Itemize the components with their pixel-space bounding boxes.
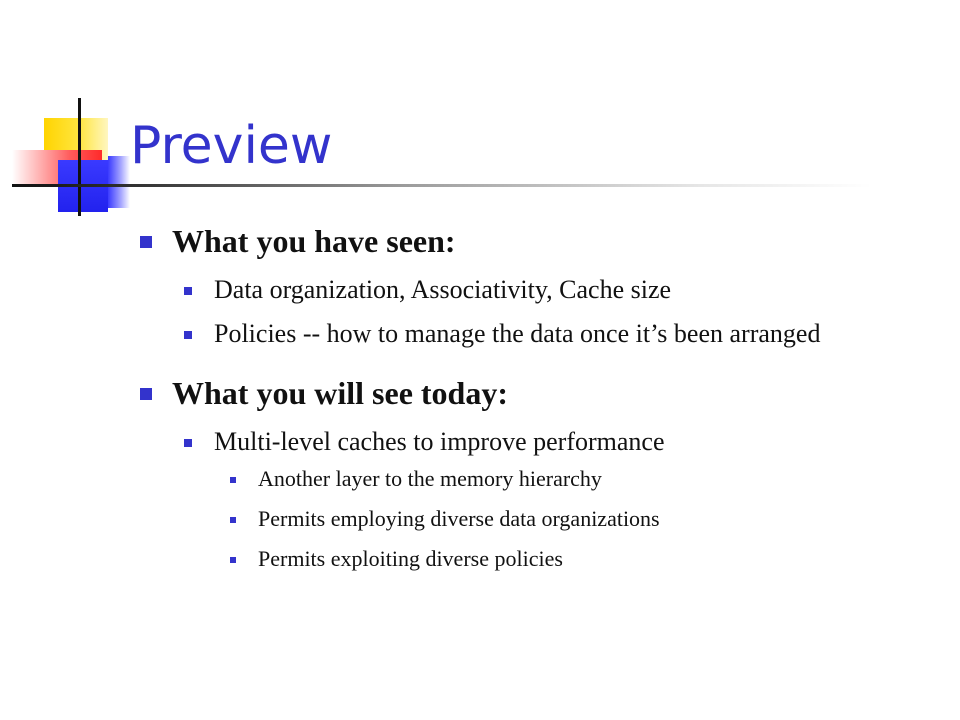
list-item <box>172 268 920 312</box>
list-item <box>172 312 920 356</box>
list-item <box>214 498 920 538</box>
section-seen <box>130 214 920 356</box>
square-bullet-icon <box>184 287 192 295</box>
sub-bullet-list <box>172 420 920 584</box>
list-item <box>214 458 920 498</box>
list-item-text: Another layer to the memory hierarchy <box>258 466 602 491</box>
list-item <box>214 538 920 578</box>
section-heading: What you will see today: <box>172 375 508 411</box>
section-heading: What you have seen: <box>172 223 456 259</box>
square-bullet-icon <box>230 477 236 483</box>
list-item-text: Permits employing diverse data organizations <box>258 506 660 531</box>
square-bullet-icon <box>140 236 152 248</box>
slide-body <box>130 214 920 584</box>
bullet-list <box>130 214 920 584</box>
sub-bullet-list <box>172 268 920 356</box>
list-item-text: Data organization, Associativity, Cache size <box>214 275 672 304</box>
list-item-text: Permits exploiting diverse policies <box>258 546 563 571</box>
square-bullet-icon <box>184 331 192 339</box>
logo-vertical-line <box>78 98 81 216</box>
logo-blue-fade <box>108 156 130 208</box>
list-item-text: Multi-level caches to improve performance <box>214 427 665 456</box>
list-item <box>172 420 920 584</box>
square-bullet-icon <box>184 439 192 447</box>
square-bullet-icon <box>230 517 236 523</box>
square-bullet-icon <box>140 388 152 400</box>
square-bullet-icon <box>230 557 236 563</box>
sub-sub-bullet-list <box>214 458 920 578</box>
list-item-text: Policies -- how to manage the data once it’s been arranged <box>214 319 821 348</box>
slide-title: Preview <box>130 116 333 176</box>
section-today <box>130 366 920 584</box>
